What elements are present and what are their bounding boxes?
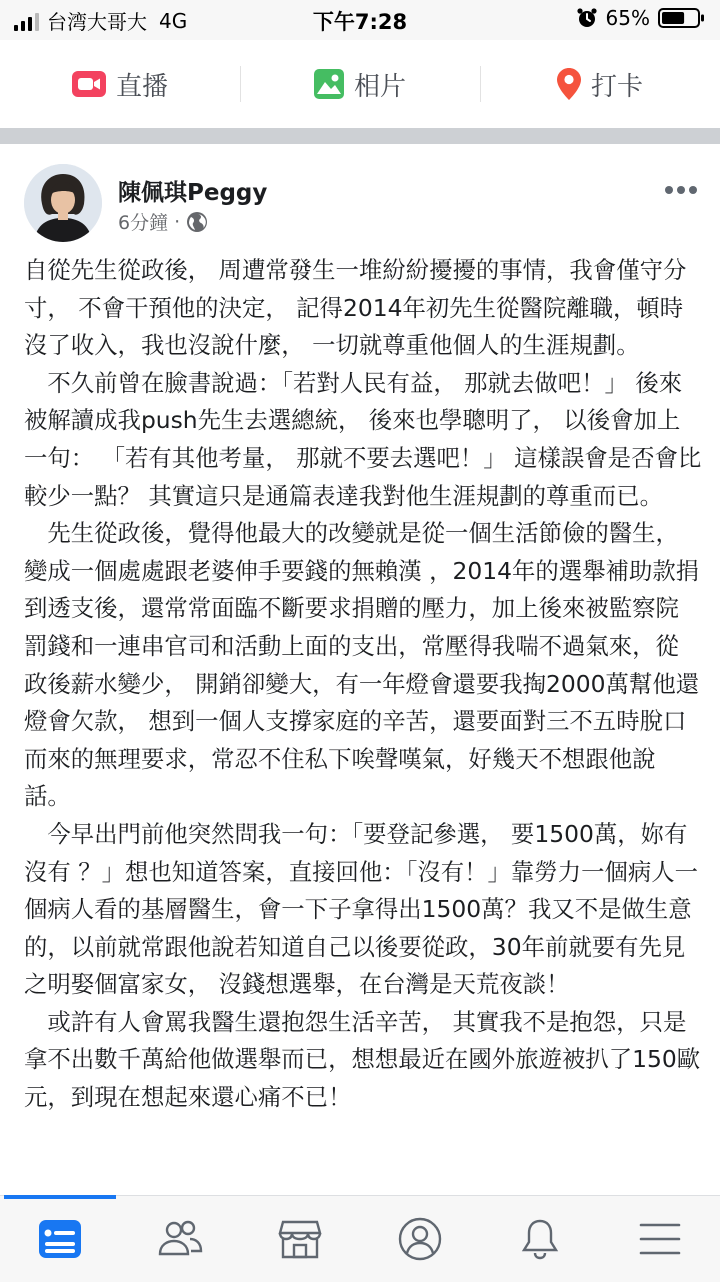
post-timestamp[interactable]: 6分鐘 [118, 212, 169, 234]
post-header [0, 144, 720, 244]
check-in-label: 打卡 [590, 71, 643, 102]
author-avatar[interactable] [24, 164, 102, 242]
tab-notifications[interactable] [480, 1196, 600, 1282]
network-type: 4G [159, 8, 188, 33]
notifications-bell-icon [517, 1216, 563, 1262]
tab-profile[interactable] [360, 1196, 480, 1282]
post-paragraph: 自從先生從政後， 周遭常發生一堆紛紛擾擾的事情，我會僅守分寸， 不會干預他的決定， 記得2014年初先生從醫院離職，頓時沒了收入，我也沒說什麼， 一切就尊重他個人的生涯規劃。 [24, 256, 687, 360]
battery-percent: 65% [605, 6, 650, 30]
battery-icon [658, 7, 706, 29]
tab-news-feed[interactable] [0, 1196, 120, 1282]
marketplace-icon [277, 1216, 323, 1262]
post-paragraph: 或許有人會罵我醫生還抱怨生活辛苦， 其實我不是抱怨，只是拿不出數千萬給他做選舉而已，想想最近在國外旅遊被扒了150歐元，到現在想起來還心痛不已！ [24, 1007, 701, 1112]
photo-button[interactable] [240, 40, 480, 128]
post-paragraph: 先生從政後，覺得他最大的改變就是從一個生活節儉的醫生，變成一個處處跟老婆伸手要錢的無賴漢 ，2014年的選舉補助款捐到透支後，還常常面臨不斷要求捐贈的壓力，加上後來被監察院罰錢和一連串官司和活動上面的支出，常壓得我喘不過氣來，從政後薪水變少， 開銷卻變大，有一年燈會還要我掏2000萬幫他還燈會欠款， 想到一個人支撐家庭的辛苦，還要面對三不五時脫口而來的無理要求，常忍不住私下唉聲嘆氣，好幾天不想跟他說話。 [24, 519, 700, 811]
composer-actions [0, 40, 720, 128]
alarm-clock-icon [576, 7, 598, 29]
feed-divider [0, 128, 720, 144]
post-meta [118, 208, 208, 235]
tab-friends[interactable] [120, 1196, 240, 1282]
more-options-icon[interactable] [664, 184, 698, 196]
photo-icon [314, 69, 344, 99]
check-in-button[interactable] [480, 40, 720, 128]
news-feed-icon [37, 1216, 83, 1262]
bottom-tab-bar [0, 1195, 720, 1282]
live-video-label: 直播 [115, 71, 168, 102]
post-paragraph: 今早出門前他突然問我一句：「要登記參選， 要1500萬，妳有沒有 ？」想也知道答案，直接回他：「沒有！」靠勞力一個病人一個病人看的基層醫生，會一下子拿得出1500萬？我又不是做生意的，以前就常跟他說若知道自己以後要從政，30年前就要有先見之明娶個富家女， 沒錢想選舉，在台灣是天荒夜談！ [24, 819, 699, 999]
tab-marketplace[interactable] [240, 1196, 360, 1282]
status-time: 下午7:28 [312, 10, 408, 34]
globe-icon[interactable] [186, 211, 208, 233]
menu-hamburger-icon [637, 1216, 683, 1262]
status-bar [0, 0, 720, 40]
live-video-button[interactable] [0, 40, 240, 128]
status-right [576, 6, 706, 30]
friends-icon [157, 1216, 203, 1262]
meta-separator: · [174, 210, 181, 233]
carrier-name: 台湾大哥大 [47, 10, 147, 34]
tab-menu[interactable] [600, 1196, 720, 1282]
photo-label: 相片 [353, 71, 406, 102]
location-pin-icon [557, 68, 581, 100]
avatar-photo-icon [24, 164, 102, 242]
post-paragraph: 不久前曾在臉書說過：「若對人民有益， 那就去做吧！」 後來被解讀成我push先生去選總統， 後來也學聰明了， 以後會加上一句： 「若有其他考量， 那就不要去選吧！」 這樣誤會是否會比較少一點？ 其實這只是通篇表達我對他生涯規劃的尊重而已。 [24, 368, 702, 510]
post-author-name[interactable]: 陳佩琪Peggy [118, 180, 268, 206]
profile-icon [397, 1216, 443, 1262]
post-body [24, 252, 702, 1117]
live-video-icon [72, 71, 106, 97]
